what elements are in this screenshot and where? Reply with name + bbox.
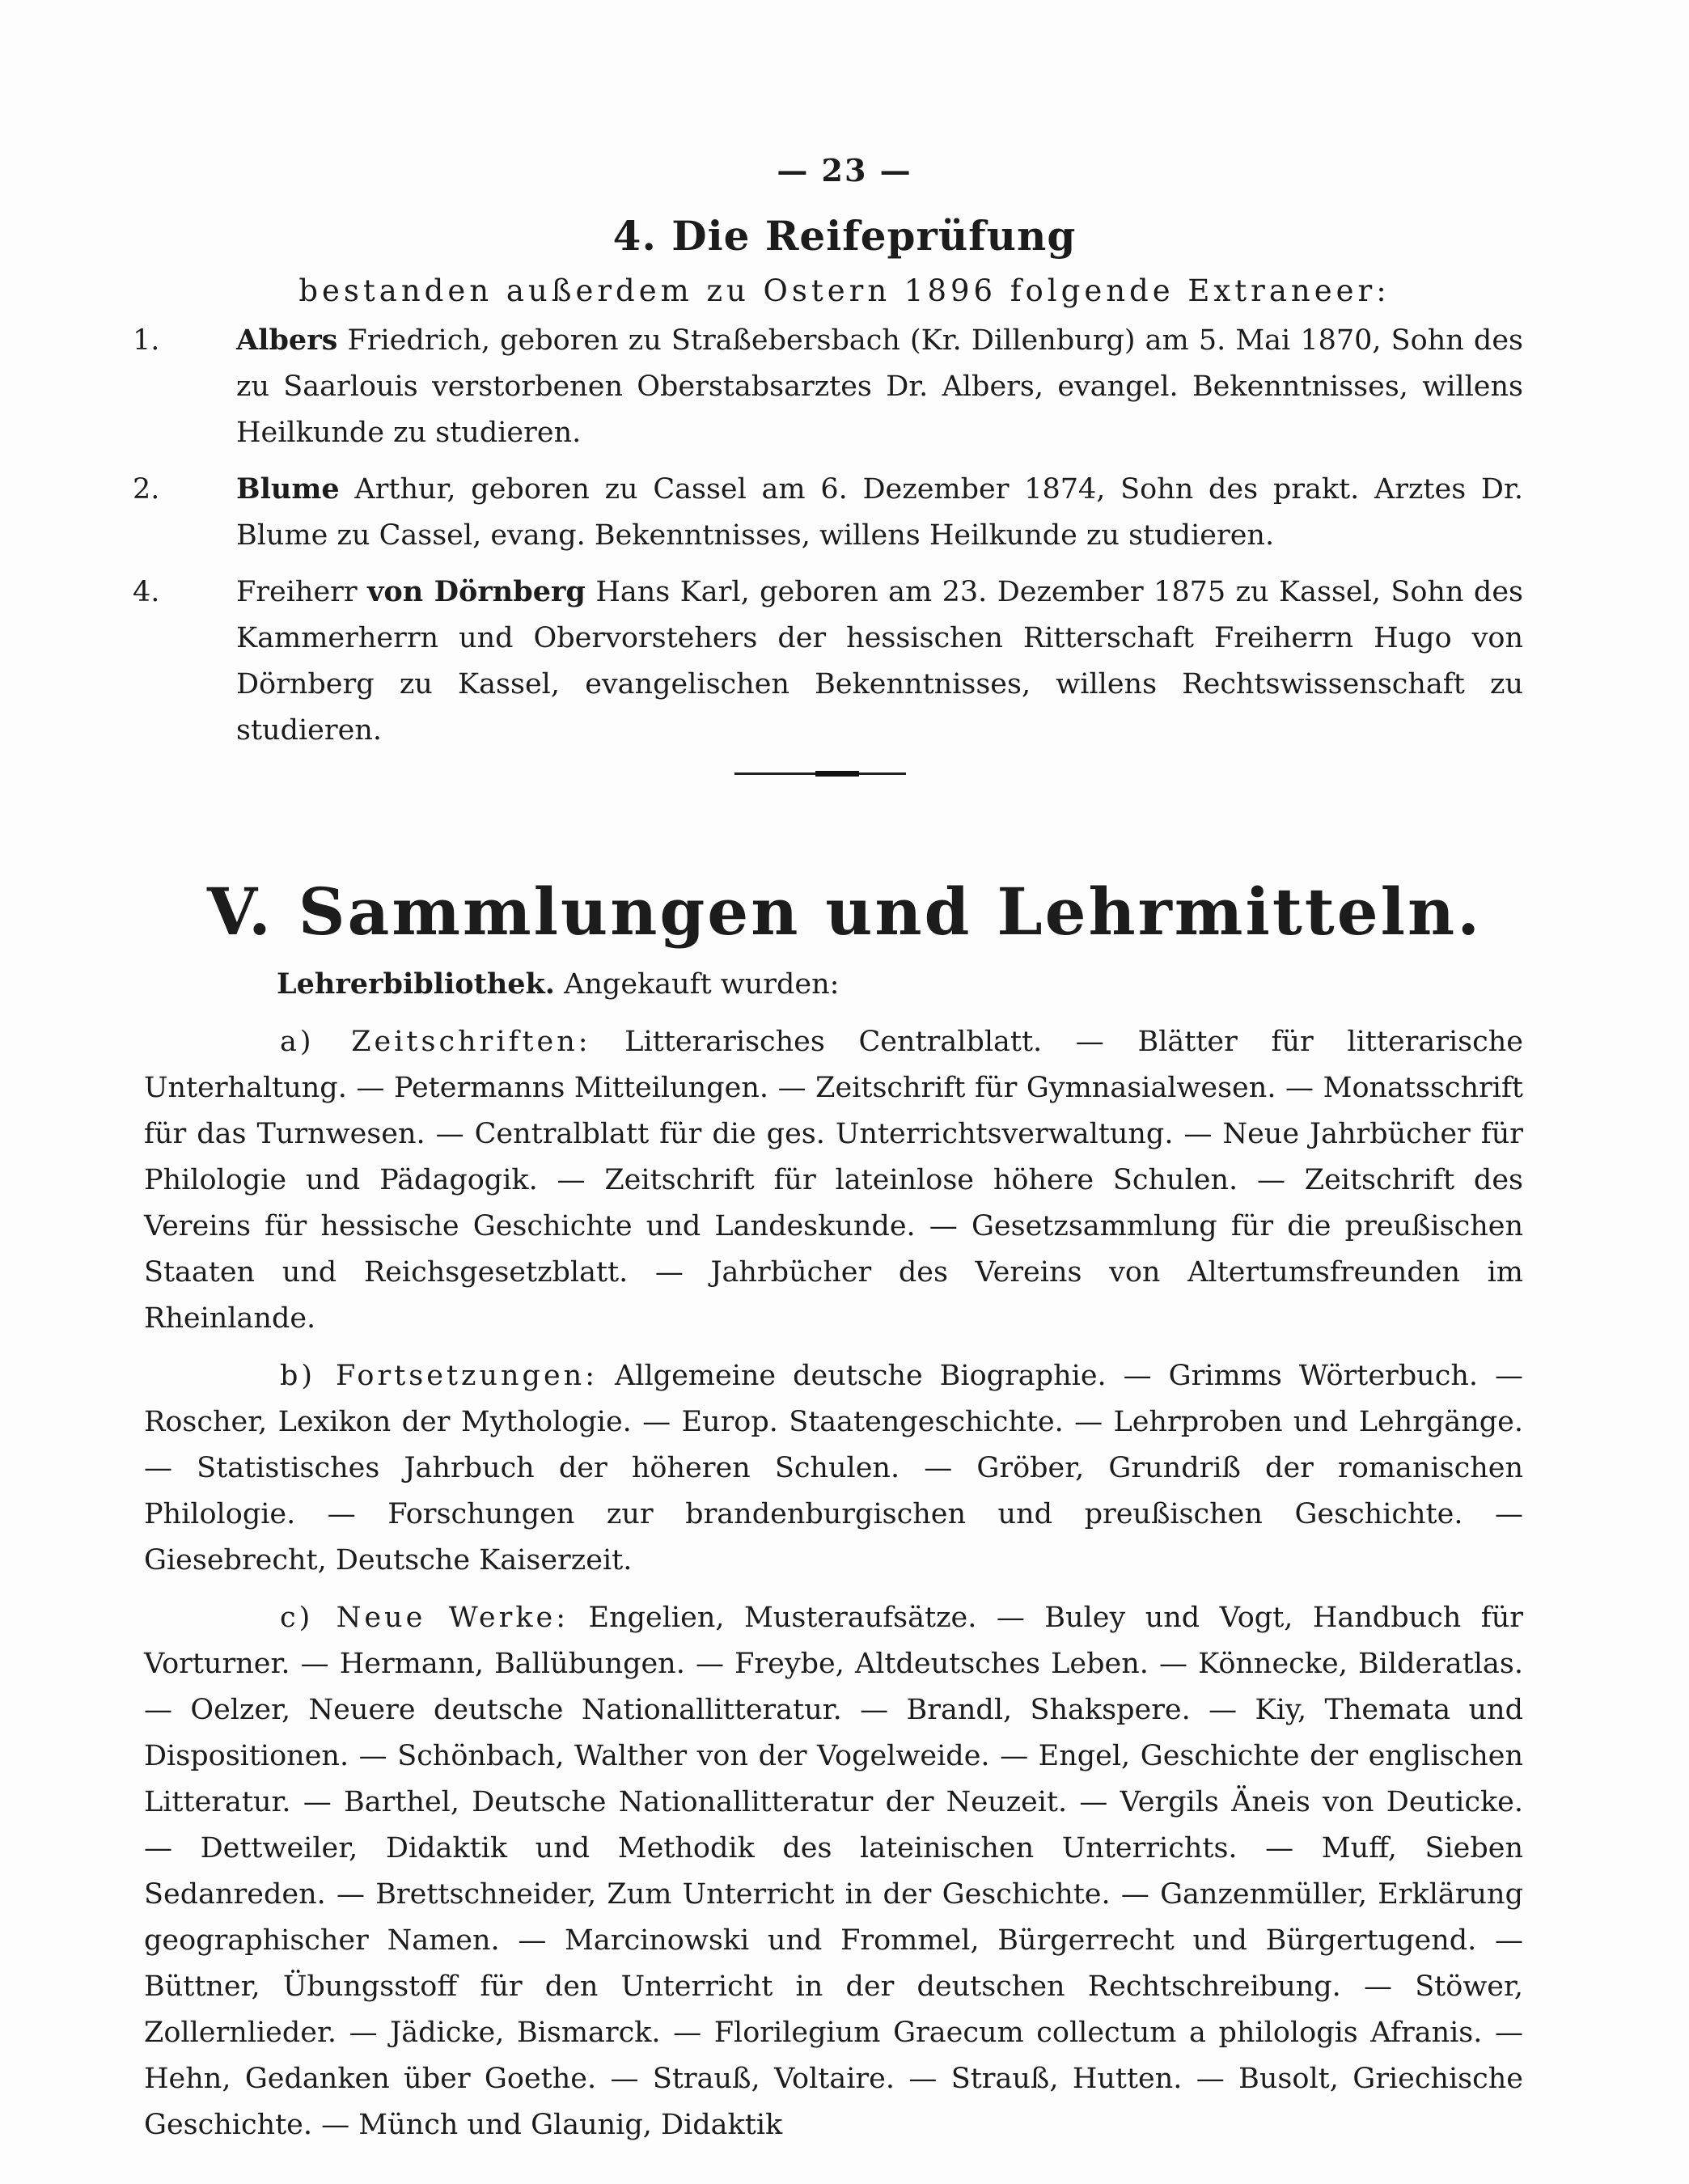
new-works-label: c) Neue Werke:	[280, 1602, 569, 1634]
paragraph-continuations	[144, 1353, 1523, 1584]
list-item	[133, 317, 1523, 456]
entry-text: Hans Karl, geboren am 23. Dezember 1875 zu Kassel, Sohn des Kammerherrn und Obervorstehers der hessischen Ritterschaft Freiherrn Hugo von Dörnberg zu Kassel, evangelischen Bekenntnisses, willens Rechtswissenschaft zu studieren.	[236, 576, 1523, 747]
library-intro	[144, 961, 1523, 1008]
continuations-label: b) Fortsetzungen:	[280, 1360, 599, 1392]
periodicals-label: a) Zeitschriften:	[280, 1026, 591, 1058]
paragraph-new-works	[144, 1595, 1523, 2148]
page-number: — 23 —	[777, 152, 912, 188]
entry-name: Blume	[236, 472, 340, 506]
list-item	[133, 569, 1523, 754]
new-works-text: Engelien, Musteraufsätze. — Buley und Vogt, Handbuch für Vorturner. — Hermann, Ballübungen. — Freybe, Altdeutsches Leben. — Könnecke, Bilderatlas. — Oelzer, Neuere deutsche Nationallitteratur. — Brandl, Shakspere. — Kiy, Themata und Dispositionen. — Schönbach, Walther von der Vogelweide. — Engel, Geschichte der englischen Litteratur. — Barthel, Deutsche Nationallitteratur der Neuzeit. — Vergils Äneis von Deuticke. — Dettweiler, Didaktik und Methodik des lateinischen Unterrichts. — Muff, Sieben Sedanreden. — Brettschneider, Zum Unterricht in der Geschichte. — Ganzenmüller, Erklärung geographischer Namen. — Marcinowski und Frommel, Bürgerrecht und Bürgertugend. — Büttner, Übungsstoff für den Unterricht in der deutschen Rechtschreibung. — Stöwer, Zollernlieder. — Jädicke, Bismarck. — Florilegium Graecum collectum a philologis Afranis. — Hehn, Gedanken über Goethe. — Strauß, Voltaire. — Strauß, Hutten. — Busolt, Griechische Geschichte. — Münch und Glaunig, Didaktik	[144, 1602, 1523, 2141]
section-subheading: bestanden außerdem zu Ostern 1896 folgende Extraneer:	[298, 273, 1391, 308]
paragraph-periodicals	[144, 1019, 1523, 1342]
list-item	[133, 466, 1523, 559]
entry-text: Arthur, geboren zu Cassel am 6. Dezember 1874, Sohn des prakt. Arztes Dr. Blume zu Cassel, evang. Bekenntnisses, willens Heilkunde zu studieren.	[236, 473, 1523, 552]
chapter-title: V. Sammlungen und Lehrmitteln.	[206, 874, 1483, 950]
entry-prefix: Freiherr	[236, 576, 368, 608]
section-heading: 4. Die Reifeprüfung	[612, 212, 1077, 260]
entry-text: Friedrich, geboren zu Straßebersbach (Kr. Dillenburg) am 5. Mai 1870, Sohn des zu Saarlouis verstorbenen Oberstabsarztes Dr. Albers, evangel. Bekenntnisses, willens Heilkunde zu studieren.	[236, 324, 1523, 449]
entry-name: von Dörnberg	[367, 575, 586, 608]
entry-number: 4.	[133, 576, 160, 608]
entry-number: 1.	[133, 324, 160, 357]
candidate-list	[133, 317, 1523, 764]
section-divider	[734, 772, 906, 775]
entry-name: Albers	[236, 324, 338, 357]
continuations-text: Allgemeine deutsche Biographie. — Grimms Wörterbuch. — Roscher, Lexikon der Mythologie. — Europ. Staatengeschichte. — Lehrproben und Lehrgänge. — Statistisches Jahrbuch der höheren Schulen. — Gröber, Grundriß der romanischen Philologie. — Forschungen zur brandenburgischen und preußischen Geschichte. — Giesebrecht, Deutsche Kaiserzeit.	[144, 1360, 1523, 1577]
library-heading: Lehrerbibliothek.	[277, 967, 555, 1001]
library-section	[144, 961, 1523, 2160]
entry-number: 2.	[133, 473, 160, 506]
periodicals-text: Litterarisches Centralblatt. — Blätter für litterarische Unterhaltung. — Petermanns Mitteilungen. — Zeitschrift für Gymnasialwesen. — Monatsschrift für das Turnwesen. — Centralblatt für die ges. Unterrichtsverwaltung. — Neue Jahrbücher für Philologie und Pädagogik. — Zeitschrift für lateinlose höhere Schulen. — Zeitschrift des Vereins für hessische Geschichte und Landeskunde. — Gesetzsammlung für die preußischen Staaten und Reichsgesetzblatt. — Jahrbücher des Vereins von Altertumsfreunden im Rheinlande.	[144, 1026, 1523, 1335]
library-intro-text: Angekauft wurden:	[554, 968, 840, 1001]
